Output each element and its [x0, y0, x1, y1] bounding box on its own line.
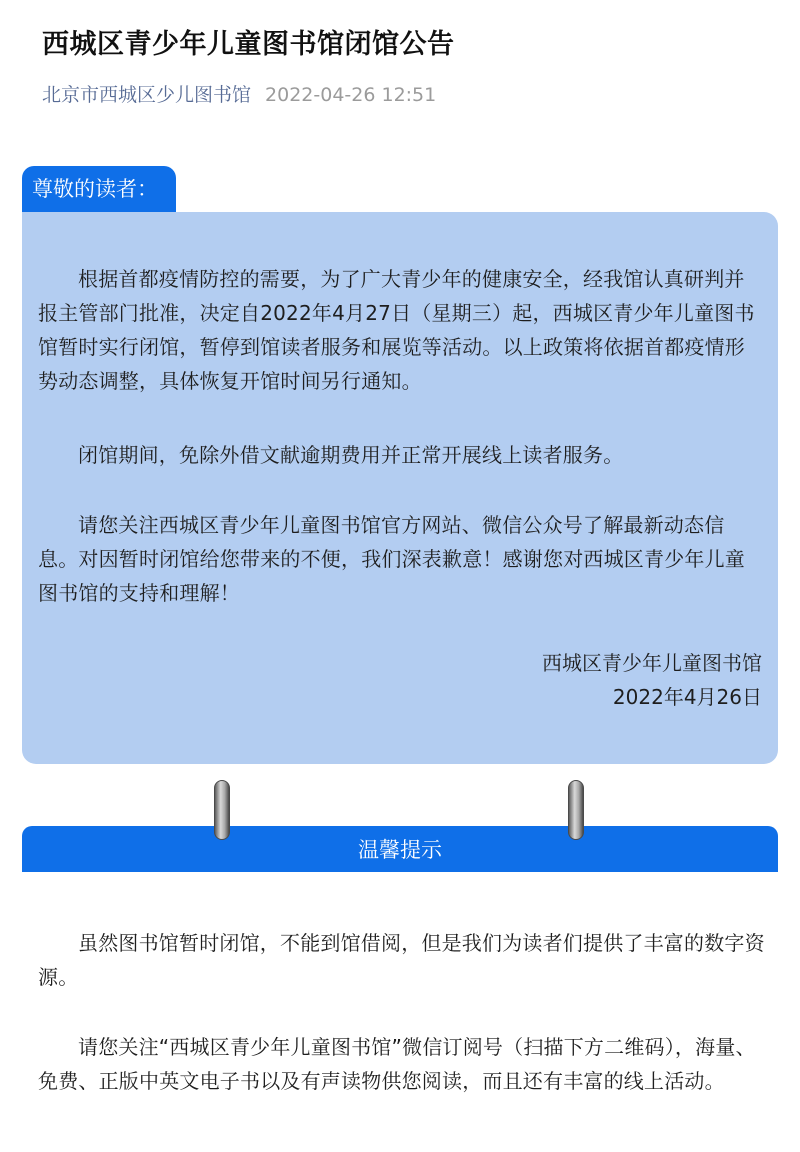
article-meta [42, 80, 436, 107]
notice-date: 2022年4月26日 [612, 685, 762, 709]
tips-paragraph: 请您关注“西城区青少年儿童图书馆”微信订阅号（扫描下方二维码），海量、免费、正版中英文电子书以及有声读物供您阅读，而且还有丰富的线上活动。 [38, 1035, 756, 1093]
notice-paragraph: 根据首都疫情防控的需要，为了广大青少年的健康安全，经我馆认真研判并报主管部门批准，决定自2022年4月27日（星期三）起，西城区青少年儿童图书馆暂时实行闭馆，暂停到馆读者服务和展览等活动。以上政策将依据首都疫情形势动态调整，具体恢复开馆时间另行通知。 [38, 267, 755, 393]
article-title: 西城区青少年儿童图书馆闭馆公告 [42, 29, 455, 60]
notice-paragraph: 请您关注西城区青少年儿童图书馆官方网站、微信公众号了解最新动态信息。对因暂时闭馆给您带来的不便，我们深表歉意！感谢您对西城区青少年儿童图书馆的支持和理解！ [38, 513, 745, 605]
binder-ring-decoration [214, 780, 230, 840]
tips-heading-bar: 温馨提示 [22, 826, 778, 872]
notice-paragraph: 闭馆期间，免除外借文献逾期费用并正常开展线上读者服务。 [78, 443, 624, 467]
tips-paragraph: 虽然图书馆暂时闭馆，不能到馆借阅，但是我们为读者们提供了丰富的数字资源。 [38, 931, 765, 989]
notice-signature: 西城区青少年儿童图书馆 [542, 651, 762, 675]
greeting-tab: 尊敬的读者： [22, 166, 176, 218]
publish-time: 2022-04-26 12:51 [265, 84, 437, 106]
account-name-link[interactable]: 北京市西城区少儿图书馆 [42, 84, 252, 106]
binder-ring-decoration [568, 780, 584, 840]
